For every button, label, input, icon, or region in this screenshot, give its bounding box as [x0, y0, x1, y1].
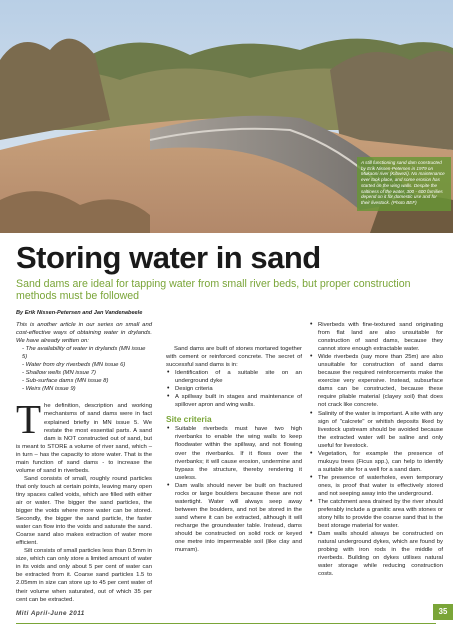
list-item: • Dam walls should always be constructed on natural underground dykes, which are found by probing with iron rods in the middle of riverbeds. Building on dykes utilises natural water storage while reducing construction costs.	[318, 530, 443, 578]
list-item: • The presence of waterholes, even temporary ones, is proof that water is effectively stored and not seeping away into the underground.	[318, 474, 443, 498]
column-2-content	[166, 321, 302, 554]
secrets-list	[166, 369, 302, 409]
article-byline: By Erik Nissen-Petersen and Jan Vandenabeele	[16, 310, 143, 316]
site-criteria-list-continued	[309, 321, 443, 579]
drop-cap: T	[16, 396, 42, 443]
list-item: • Wide riverbeds (say more than 25m) are also unsuitable for construction of sand dams because the required reinforcements make the exercise very expensive. Instead, subsurface dams can be constructed, because these require pliable material (clayey soil) that does not crack like concrete.	[318, 353, 443, 409]
series-item: - Water from dry riverbeds (MN issue 6)	[22, 362, 126, 369]
publication-footer: Miti April-June 2011	[16, 610, 85, 617]
series-item: - Shallow wells (MN issue 7)	[22, 370, 96, 377]
article-deck: Sand dams are ideal for tapping water from small river beds, but proper construction methods must be followed	[16, 278, 411, 302]
photo-credit: (Photo BEF)	[391, 199, 417, 205]
list-item: • Design criteria	[175, 385, 302, 393]
list-item: • Salinity of the water is important. A site with any sign of "calcrete" or whitish deposits liked by livestock upstream should be avoided because the extracted water will be saline and only useful for livestock.	[318, 410, 443, 450]
column-3	[309, 321, 443, 579]
footer-divider	[16, 623, 436, 624]
body-paragraph	[16, 396, 152, 474]
site-criteria-list	[166, 425, 302, 554]
body-paragraph: Sand dams are built of stones mortared together with cement or reinforced concrete. The secret of successful sand dams is in:	[166, 346, 302, 369]
list-item: • Suitable riverbeds must have two high riverbanks to enable the wing walls to keep floodwater within the spillway, and not flowing over the riverbanks. If it flows over the riverbanks; it will cause erosion, undermine and bypass the structure, thereby rendering it useless.	[175, 425, 302, 481]
list-item: • Dam walls should never be built on fractured rocks or large boulders because these are not watertight. Water will always seep away between the boulders, and not be stored in the sand where it can be extracted, although it will recharge the groundwater table. Instead, dams should be constructed on solid rock or keyed one metre into impermeable soil (like clay and murram).	[175, 482, 302, 554]
series-item: - Sub-surface dams (MN issue 8)	[22, 378, 109, 385]
list-item: • Riverbeds with fine-textured sand originating from flat land are also unsuitable for construction of sand dams, because they cannot store enough extractable water.	[318, 321, 443, 353]
list-item: • Identification of a suitable site on an underground dyke	[175, 369, 302, 385]
body-paragraph: Silt consists of small particles less than 0.5mm in size, which can only store a limited amount of water in its voids and only about 5 per cent of water can be extracted from it. Coarse sand particles 1.5 to 2.05mm in size can store up to 45 per cent water of their volume when saturated, out of which 35 per cent can be extracted.	[16, 548, 152, 603]
page-number: 35	[433, 604, 453, 620]
series-item: - Weirs (MN issue 9)	[22, 386, 76, 393]
series-list	[16, 345, 152, 393]
photo-caption	[357, 157, 451, 211]
list-item: • The catchment area drained by the river should preferably include a granitic area with stones or stony hills to provide the coarse sand that is the best storage material for water.	[318, 498, 443, 530]
intro-paragraph: This is another article in our series on small and cost-effective ways of obtaining water in drylands. We have already written on:	[16, 322, 152, 345]
series-item: - The availability of water in drylands (MN issue 5)	[22, 346, 146, 361]
article-headline: Storing water in sand	[16, 240, 321, 275]
body-paragraph: Sand consists of small, roughly round particles that only touch at certain points, leaving many open tiny spaces called voids, which are filled with either air or water. The bigger the sand particles, the bigger the voids where more water can be stored. Secondly, the bigger the sand particle, the faster water can flow into the voids and saturate the sand. Coarse sand also makes extraction of water more efficient.	[16, 475, 152, 547]
section-heading-site-criteria: Site criteria	[166, 414, 212, 425]
list-item: • A spillway built in stages and maintenance of spillover apron and wing walls.	[175, 393, 302, 409]
column-1	[16, 321, 152, 604]
list-item: • Vegetation, for example the presence of mukuyu trees (Ficus spp.), can help to identify a suitable site for a well for a sand dam.	[318, 450, 443, 474]
body-paragraph-text: he definition, description and working mechanisms of sand dams were in fact explained briefly in MN issue 5. We restate the most essential parts. A sand dam is NOT constructed out of sand, but is meant to STORE a volume of river sand, which – in turn – has the capacity to store water. That is the main function of sand dams - to increase the volume of sand in riverbeds.	[16, 403, 152, 474]
photo-caption-text: A still functioning sand dam constructed by Erik Nissen-Petersen in 1979 on Mukaoni river (Kibwezi). No maintenance ever took place, and some erosion has started on the wing walls. Despite the saltiness of the water, 300 - 600 families depend on it for domestic use and for their livestock.	[361, 160, 445, 205]
